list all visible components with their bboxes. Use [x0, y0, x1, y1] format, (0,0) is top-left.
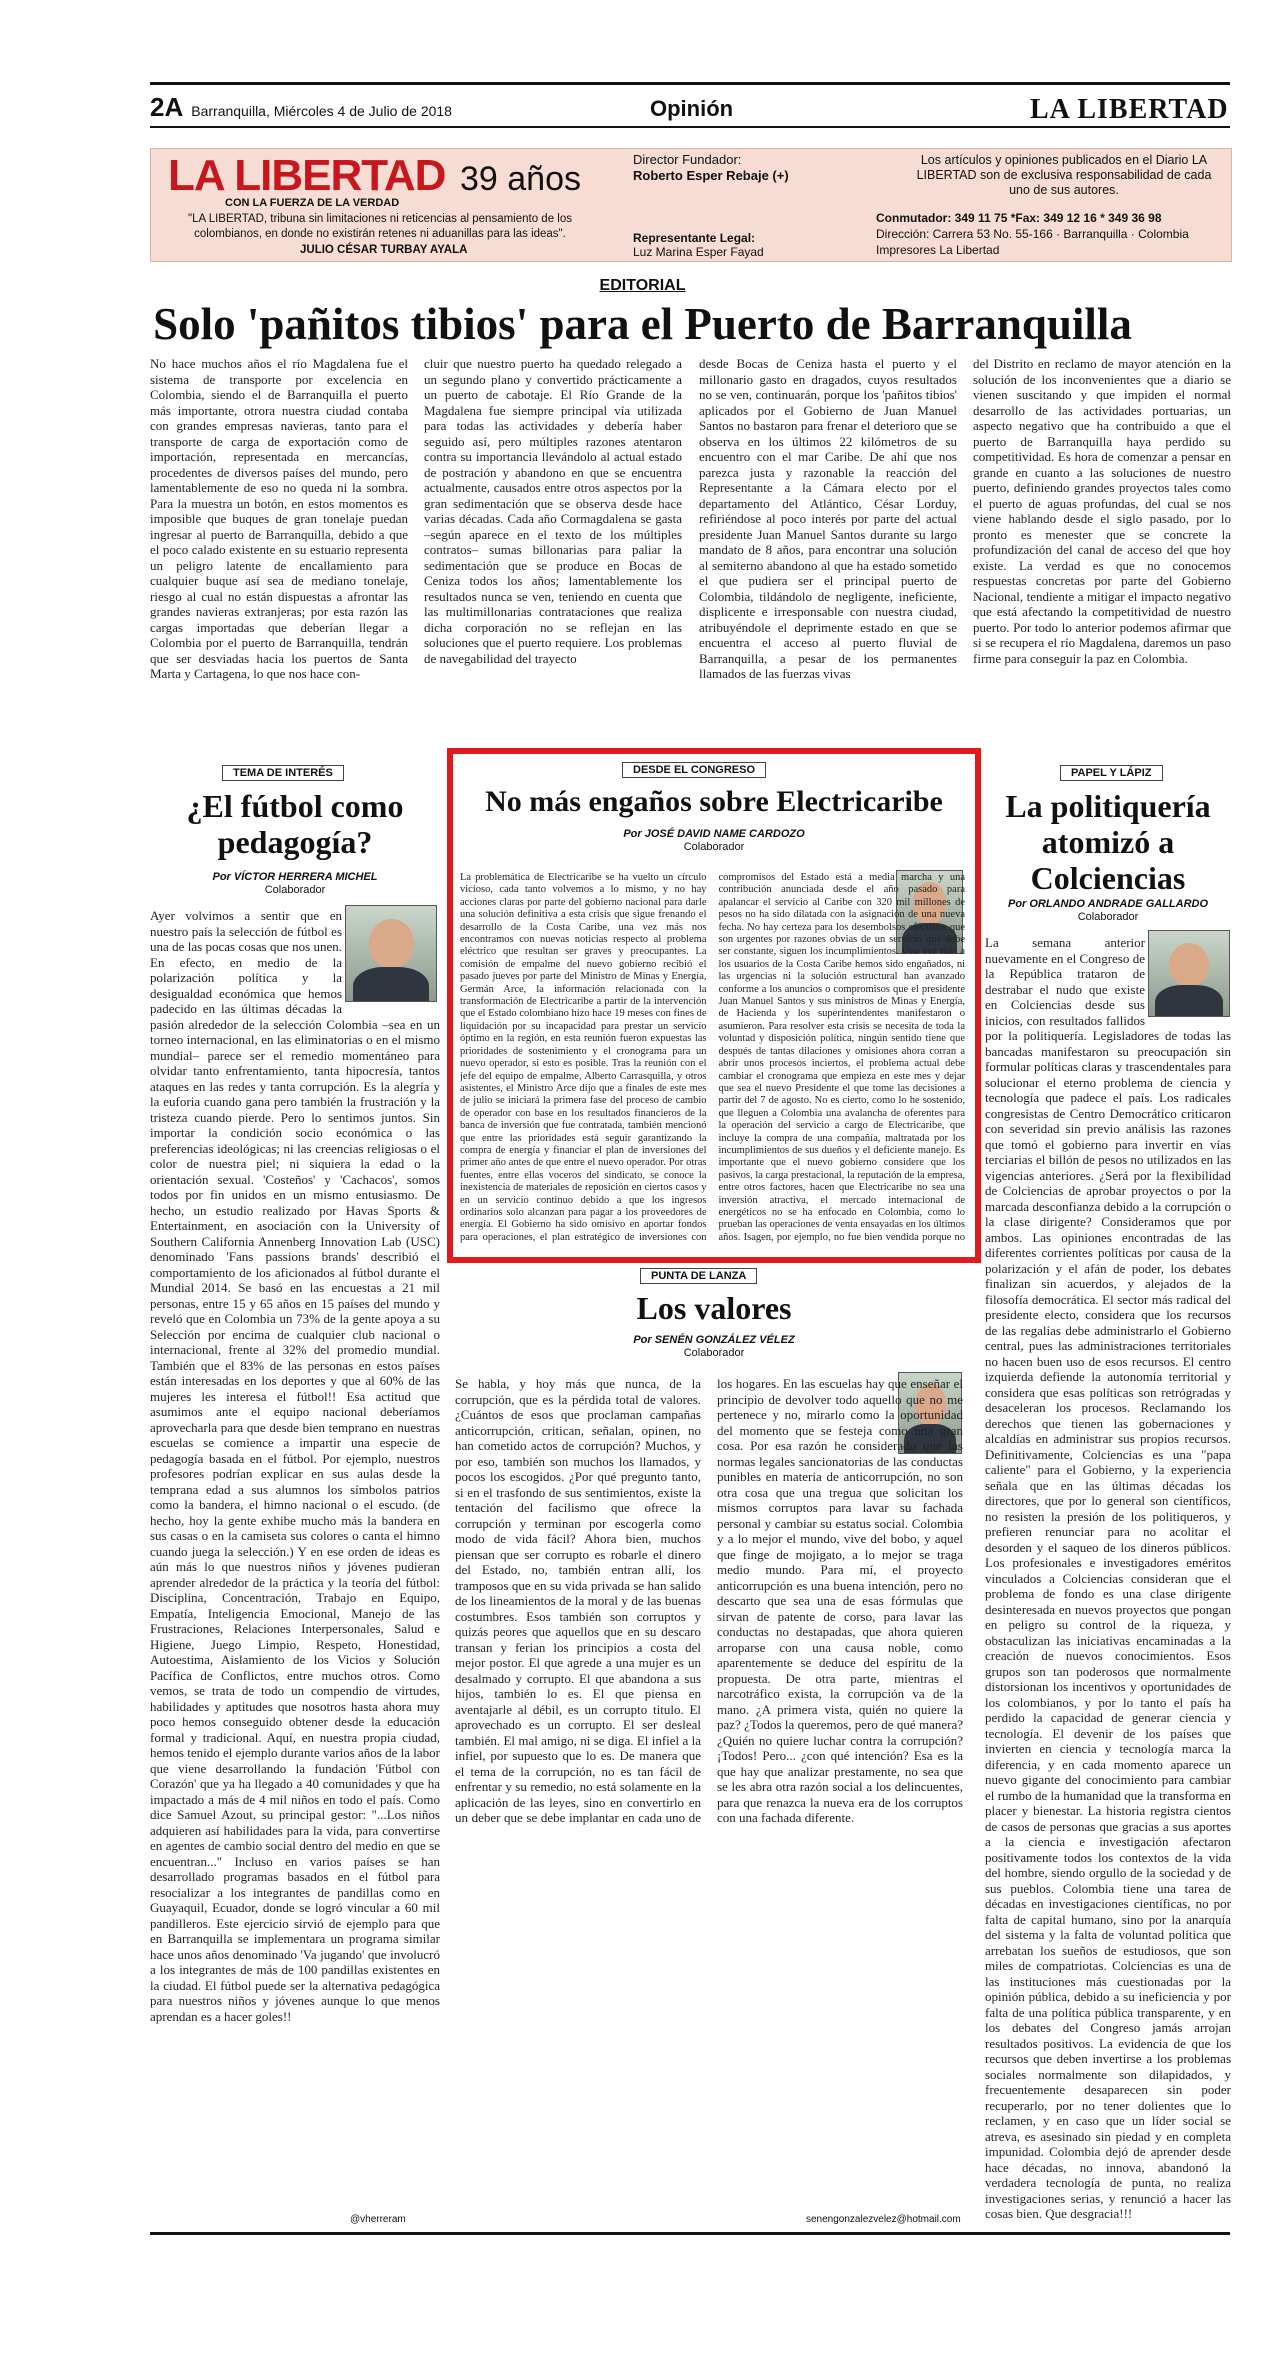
- left-title: ¿El fútbol como pedagogía?: [186, 788, 404, 860]
- disclaimer: Los artículos y opiniones publicados en el Diario LA LIBERTAD son de exclusiva responsabilidad de cada uno de sus autores.: [916, 153, 1212, 197]
- center-role: Colaborador: [683, 841, 745, 853]
- years-badge: 39 años: [460, 160, 581, 198]
- founder-name: Roberto Esper Rebaje (+): [633, 168, 789, 183]
- left-footer: @vherreram: [350, 2214, 406, 2225]
- editorial-label: EDITORIAL: [599, 277, 686, 294]
- editorial-col-4: del Distrito en reclamo de mayor atención en la solución de los inconvenientes que a diario se vienen suscitando y que impiden el normal desarrollo de las actividades portuarias, un aspecto negativo que ha contribuido a que el puerto de Barranquilla haya perdido su competitividad. Es hora de comenzar a pensar en grande en cuanto a las soluciones de nuestro puerto, definiendo grandes proyectos tales como el puerto de aguas profundas, del cual se nos viene hablando desde el siglo pasado, por lo pronto es menester que se concrete la profundización del canal de acceso del que hoy existe. La verdad es que no conocemos respuestas concretas por parte del Gobierno Nacional, tendiente a mitigar el impacto negativo que está afectando la competitividad de nuestro puerto. Por todo lo anterior podemos afirmar que si se recupera el río Magdalena, daremos un paso firme para conseguir la paz en Colombia.: [973, 356, 1231, 666]
- center-title: No más engaños sobre Electricaribe: [485, 785, 943, 818]
- center-section-label: DESDE EL CONGRESO: [622, 762, 766, 778]
- masthead-quote: "LA LIBERTAD, tribuna sin limitaciones ni reticencias al pensamiento de los colombianos, en donde no existirán retenes ni aduanillas para las ideas".: [188, 213, 572, 240]
- founder-label: Director Fundador:: [633, 152, 742, 167]
- center-body: La problemática de Electricaribe se ha vuelto un círculo vicioso, cada tanto volvemos a lo mismo, y no hay acciones claras por parte del gobierno nacional para darle una solución definitiva a esta crisis que sigue frenando el desarrollo de la Costa Caribe, una vez más nos encontramos con nuevas noticias respecto al problema eléctrico que resultan ser graves y preocupantes. La comisión de empalme del nuevo gobierno recibió el pasado jueves por parte del Ministro de Minas y Energía, Germán Arce, la información relacionada con la transformación de Electricaribe a partir de la intervención que el Estado colombiano hizo hace 19 meses con fines de liquidación por su incapacidad para prestar un servicio óptimo en la región, en esta reunión fueron expuestas las prioridades de sostenimiento y el cronograma para un nuevo operador, si esto es posible. Tras la reunión con el jefe del equipo de empalme, Alberto Carrasquilla, y otros asistentes, el Ministro Arce dijo que a finales de este mes de julio se iniciará la primera fase del proceso de cambio de operador con base en los resultados financieros de la banca de inversión que fue contratada, también mencionó que entre las prioridades está seguir garantizando la compra de energía y financiar el plan de inversiones del primer año antes de que entre el nuevo operador. Por otras fuentes, entre ellas voceros del sindicato, se conoce la inexistencia de materiales de reposición en ciertos casos y en un servicio continuo debido a que los ingresos ordinarios solo alcanzan para pagar a los proveedores de energía. El Gobierno ha sido omisivo en aportar fondos para operaciones, el plan estratégico de inversiones con compromisos del Estado está a media marcha y una contribución anunciada desde el año pasado para apalancar el servicio al Caribe con 320 mil millones de pesos no ha sido dilatada con la asignación de una nueva fecha. No hay certeza para los desembolsos efectivos que son urgentes por razones obvias de un servicio que debe ser constante, siguen los incumplimientos. Una vez más a los usuarios de la Costa Caribe hemos sido engañados, ni las urgencias ni la solución estructural han avanzado conforme a los anuncios o compromisos que el presidente Juan Manuel Santos y sus ministros de Minas y Energía, de Hacienda y los superintendentes manifestaron o asumieron. Para resolver esta crisis se necesita de toda la voluntad y disposición política, ningún sentido tiene que después de tantas dilaciones y omisiones ahora corran a abrir unos procesos inciertos, el problema actual debe cambiar el cronograma que empieza en este mes y dejar que sea el nuevo Presidente el que tome las decisiones a partir del 7 de agosto. No es cierto, como lo he sostenido, que lleguen a Colombia una avalancha de oferentes para la operación del servicio a cargo de Electricaribe, que incluye la compra de una compañía, maltratada por los incumplimientos de sus dueños y el deficiente manejo. Es importante que el nuevo gobierno considere que los pasivos, la carga prestacional, la reputación de la empresa, entre otros factores, hacen que Electricaribe no sea una inversión atractiva, el mercado internacional de energéticos no se ha enfocado en Colombia, como lo prueban las operaciones de venta ensayadas en los últimos años. Isagen, por ejemplo, no fue bien vendida porque no: [460, 872, 965, 1243]
- bottom-body: Se habla, y hoy más que nunca, de la corrupción, que es la pérdida total de valores. ¿Cuántos de esos que proclaman campañas anticorrupción, critican, señalan, opinen, no han cometido actos de corrupción? Muchos, y por eso, también son muchos los llamados, y pocos los escogidos. ¿Por qué pregunto tanto, si en el trasfondo de sus sentimientos, existe la tentación del facilismo que ofrece la corrupción y terminan por escogerla como modo de vida fácil? Ahora bien, muchos piensan que ser corrupto es robarle el dinero del Estado, no, también entran allí, los tramposos que en su vida privada se han salido de los lineamientos de la moral y de las buenas costumbres. Esos también son corruptos y quizás peores que aquellos que en su descaro transan y ferian los principios a costa del mejor postor. El que agrede a una mujer es un desalmado y corrupto. El que abandona a sus hijos, también lo es. El que piensa en aventajarle al débil, es un corrupto titulo. El aprovechado es un corrupto. El ser desleal también. El mal amigo, ni se diga. El infiel a la infiel, por supuesto que lo es. De manera que el tema de la corrupción, no es tan fácil de enfrentar y su remedio, no está solamente en la aplicación de las leyes, sino en convertirlo en un deber que se debe implantar en cada uno de los hogares. En las escuelas hay que enseñar el principio de devolver todo aquello que no me pertenece y no, mirarlo como la oportunidad del momento que se festeja como una gran cosa. Por esa razón he considerado que las normas legales sancionatorias de las conductas punibles en materia de anticorrupción, no son otra cosa que una tregua que solicitan los mismos corruptos para lavar su fachada personal y cambiar su estatus social. Colombia y a lo mejor el mundo, vive del bobo, y aquel que finge de mojigato, a lo mejor se traga medio mundo. Para mí, el proyecto anticorrupción es una buena intención, pero no descarto que sea una de esas fórmulas que sirvan de patente de corso, para lavar las conductas no destapadas, que ahora quieren arroparse con una causa noble, como aparentemente se deduce del espíritu de la propuesta. De otra parte, mientras el narcotráfico exista, la corrupción va de la mano. ¿A primera vista, quién no quiere la paz? ¿Todos la queremos, pero de qué manera? ¿Quién no quiere luchar contra la corrupción? ¡Todos! Pero... ¿con qué intención? Esa es la que hay que analizar prestamente, no sea que se les abra otra razón social a los delincuentes, para que renazca la nueva era de los corruptos con una fachada diferente.: [455, 1376, 963, 1825]
- editorial-col-3: desde Bocas de Ceniza hasta el puerto y el millonario gasto en dragados, cuyos resultados no se ven, continuarán, porque los 'pañitos tibios' aplicados por el Gobierno de Juan Manuel Santos no bastaron para frenar el deterioro que se observa en los últimos 22 kilómetros de su encuentro con el mar Caribe. De ahí que nos parezca justa y razonable la reacción del Representante a la Cámara electo por el departamento del Atlántico, César Lorduy, refiriéndose al poco interés por parte del actual presidente Juan Manuel Santos durante su largo mandato de 8 años, para encontrar una solución al semiterno abandono al que ha estado sometido el que pudiera ser el principal puerto de Colombia, tildándolo de negligente, ineficiente, displicente e irresponsable con nuestra ciudad, atribuyéndole el deprimente estado en que se encuentra el acceso al puerto fluvial de Barranquilla, a pesar de los permanentes llamados de las fuerzas vivas: [699, 356, 957, 681]
- right-title: La politiquería atomizó a Colciencias: [1005, 788, 1211, 896]
- left-body: Ayer volvimos a sentir que en nuestro país la selección de fútbol es una de las pocas cosas que nos unen. En efecto, en medio de la polarización política y la desigualdad económica que hemos padecido en las últimas décadas la pasión alrededor de la selección Colombia –sea en un torneo internacional, en las eliminatorias o en el mismo mundial– parece ser el remedio momentáneo para olvidar tanto enfrentamiento, tanta hipocresía, tantos ataques en las redes y tanta corrupción. Es la alegría y la euforia cuando gana pero también la frustración y la tristeza cuando pierde. Pero lo sentimos juntos. Sin importar la condición socio económica o las preferencias ideológicas; ni las creencias religiosas o el color de nuestra piel; ni siquiera la edad o la orientación sexual. 'Costeños' y 'Cachacos', somos todos por fin unidos en un mismo entusiasmo. De hecho, un estudio realizado por Havas Sports & Entertainment, en asociación con la University of Southern California Annenberg Innovation Lab (USC) denominado 'Fans passions brands' describió el comportamiento de los aficionados al fútbol durante el Mundial 2014. Se basó en las encuestas a 21 mil personas, entre 15 y 65 años en 15 países del mundo y reveló que en Colombia un 73% de la gente apoya a su Selección por encima de cualquier club nacional o internacional, frente al 32% del promedio mundial. También que el 83% de las personas en estos países están interesadas en los deportes y que al 60% de las mujeres les interesa el fútbol!! Esa actitud que asumimos ante el equipo nacional deberíamos aprovecharla para que desde bien temprano en nuestras escuelas se comience a impartir una especie de pedagogía basada en el fútbol. Por ejemplo, nuestros profesores podrían explicar en sus aulas desde la temprana edad a sus alumnos los símbolos patrios como la bandera, el himno nacional o el escudo. (de hecho, hoy la gente exhibe mucho más la bandera en sus casas o en la camiseta sus colores o canta el himno cuando juega la selección.) Y en ese orden de ideas es aún más lo que nuestros niños y jóvenes pudieran aprender alrededor de la práctica y la teoría del fútbol: Disciplina, Concentración, Trabajo en Equipo, Empatía, Inteligencia Emocional, Manejo de las Frustraciones, Relaciones Interpersonales, Salud e Higiene, Juego Limpio, Respeto, Honestidad, Autoestima, Aislamiento de los Vicios y Solución Pacífica de Conflictos, entre muchos otros. Como vemos, se trata de todo un compendio de virtudes, habilidades y aptitudes que nosotros hasta ahora muy poco hemos conseguido obtener desde la educación formal y tradicional. Aquí, en nuestra propia ciudad, hemos tenido el ejemplo durante varios años de la labor que viene desarrollando la fundación 'Fútbol con Corazón' que ya ha llegado a 40 comunidades y que ha impactado a más de 4 mil niños en todo el país. Como dice Samuel Azout, su principal gestor: "...Los niños adquieren así habilidades para la vida, para convertirse en agentes de cambio social dentro del medio en que se encuentran..." Incluso en varios países se han desarrollado programas basados en el fútbol para resocializar a los integrantes de pandillas como en Guayaquil, Ecuador, donde se logró vincular a 60 mil pandilleros. Este ejercicio sirvió de ejemplo para que en Barranquilla se implementara un programa similar hace unos años denominado 'Va jugando' que involucró a los integrantes de más de 100 pandillas existentes en la ciudad. El fútbol puede ser la alternativa pedagógica para nuestros niños y jóvenes aunque lo que menos aprendan es a hacer goles!!: [150, 908, 440, 2024]
- bottom-footer: senengonzalezvelez@hotmail.com: [806, 2214, 961, 2225]
- bottom-byline: Por SENÉN GONZÁLEZ VÉLEZ Colaborador: [633, 1334, 795, 1359]
- section-title: Opinión: [650, 96, 734, 121]
- phones: Conmutador: 349 11 75 *Fax: 349 12 16 * 349 36 98: [876, 211, 1162, 225]
- editorial-col-1: No hace muchos años el río Magdalena fue el sistema de transporte por excelencia en Colombia, siendo el de Barranquilla el puerto más importante, otrora nuestra ciudad contaba con grandes empresas navieras, tanto para el transporte de carga de exportación como de importación, representada en mercancías, procedentes de diversos países del mundo, pero lamentablemente de eso no queda ni la sombra. Para la muestra un botón, en estos momentos es imposible que buques de gran tonelaje puedan ingresar al puerto de Barranquilla, debido a que el poco calado existente en su estuario representa un peligro latente de encallamiento para cualquier buque así sea de mediano tonelaje, riesgo al cual no están dispuestas a afrontar las grandes navieras extranjeras; por esta razón las cargas importadas que deberían llegar a Colombia por el puerto de Barranquilla, tendrán que ser desviadas hacia los puertos de Santa Marta y Cartagena, lo que nos hace con-: [150, 356, 408, 681]
- bottom-title: Los valores: [636, 1290, 792, 1326]
- center-byline: Por JOSÉ DAVID NAME CARDOZO Colaborador: [623, 828, 805, 853]
- left-role: Colaborador: [264, 884, 326, 896]
- address: Dirección: Carrera 53 No. 55-166 · Barranquilla · Colombia: [876, 227, 1189, 241]
- right-body: La semana anterior nuevamente en el Congreso de la República trataron de destrabar el nudo que existe en Colciencias desde sus inicios, con resultados fallidos por la politiquería. Legisladores de todas las bancadas manifestaron su preocupación sin formular políticas claras y trascendentales para solucionar el eterno problema de ciencia y tecnología que padece el país. Los radicales congresistas de Centro Democrático criticaron con severidad sin previo análisis las razones que tomó el gobierno para invertir en vías terciarias el billón de pesos no utilizados en las vigencias anteriores. ¿Será por la flexibilidad de Colciencias de aprobar proyectos o por la marcada desconfianza debido a la corrupción o la clase dirigente? Consideramos que por ambos. Las opiniones encontradas de las diferentes corrientes políticas por causa de la polarización y el afán de poder, los debates finalizan sin acuerdos, y alejados de la filosofía democrática. El sector más radical del presidente electo, considera que los recursos de las regalías debe administrarlo el Gobierno central, pues las administraciones territoriales no hacen buen uso de esos recursos. El centro izquierda defiende la autonomía territorial y considera que esas políticas son retrógradas y desaceleran los procesos. Reclamando los derechos que tienen las gobernaciones y alcaldías en administrar sus propios recursos. Definitivamente, Colciencias es una "papa caliente" para el Gobierno, y la experiencia señala que en las últimas décadas los directores, que por lo general son científicos, no resisten la presión de los politiqueros, y prefieren renunciar para no acolitar el desorden y el saqueo de los dineros públicos. Los profesionales e investigadores eméritos vinculados a Colciencias consideran que el problema de fondo es una clase dirigente desinteresada en nuevos proyectos que pongan en peligro su control de la riqueza, y obstaculizan las iniciativas encaminadas a la creación de nuevos conocimientos. Esos grupos son tan poderosos que normalmente distorsionan los incentivos y oportunidades de los colombianos, y por lo tanto el país ha perdido la capacidad de generar ciencia y tecnología. El devenir de los países que invierten en ciencia y tecnología marca la diferencia, y en cada momento aparece un nuevo gigante del conocimiento para cambiar el rumbo de la humanidad que la transforma en placer y bienestar. La historia registra cientos de casos de personas que gracias a sus aportes a la ciencia e investigación afectaron positivamente todos los contextos de la vida del hombre, siendo orgullo de la sociedad y de sus pueblos. Colombia tiene una tarea de décadas en investigaciones científicas, no por falta de capital humano, sino por la anarquía del sistema y la falta de voluntad política que arrebatan los sueños de estudiosos, que son miles de compatriotas. Colciencias es una de las instituciones más cuestionadas por la opinión pública, debido a su ineficiencia y por falta de una política pública transparente, y en los debates del Congreso jamás arrojan resultados positivos. La evidencia de que los recursos que deben invertirse a los problemas sociales normalmente son dilapidados, y frecuentemente desaparecen sin poder recuperarlo, por no tener dolientes que lo reclamen, y en caso que un líder social se atreva, es asesinado sin piedad y en completa impunidad. Colombia dejó de aprender desde hace décadas, no innova, abandonó la verdadera tecnología de punta, no realiza investigaciones serias, y renunció a hacer las cosas bien. Que desgracia!!!: [985, 935, 1231, 2221]
- brand-logo: LA LIBERTAD: [168, 151, 446, 200]
- bottom-role: Colaborador: [683, 1347, 745, 1359]
- bottom-section-label: PUNTA DE LANZA: [640, 1268, 757, 1284]
- editorial-title: Solo 'pañitos tibios' para el Puerto de Barranquilla: [153, 299, 1132, 349]
- quote-author: JULIO CÉSAR TURBAY AYALA: [300, 244, 468, 256]
- right-byline: Por ORLANDO ANDRADE GALLARDO Colaborador: [1007, 898, 1209, 923]
- left-byline: Por VÍCTOR HERRERA MICHEL Colaborador: [212, 871, 378, 896]
- date-line: Barranquilla, Miércoles 4 de Julio de 2018: [191, 103, 452, 119]
- right-role: Colaborador: [1077, 911, 1139, 923]
- section-code: 2A Barranquilla, Miércoles 4 de Julio de 2018: [150, 92, 452, 122]
- left-section-label: TEMA DE INTERÉS: [222, 765, 344, 781]
- printer: Impresores La Libertad: [876, 243, 1000, 257]
- right-section-label: PAPEL Y LÁPIZ: [1060, 765, 1163, 781]
- editorial-col-2: cluir que nuestro puerto ha quedado relegado a un segundo plano y convertido prácticamente a un puerto de cabotaje. El Río Grande de la Magdalena fue siempre principal vía utilizada para todas las actividades y debería haber seguido así, pero múltiples razones atentaron contra su importancia llevándolo al actual estado de postración y abandono en que se encuentra actualmente, causados entre otros aspectos por la gran sedimentación que se observa desde hace varias décadas. Cada año Cormagdalena se gasta –según aparece en el texto de los múltiples contratos– sumas billonarias para paliar la sedimentación que se produce en Bocas de Ceniza todos los años; lamentablemente los resultados nunca se ven, teniendo en cuenta que las multimillonarias contrataciones que realiza dicha corporación no se reflejan en las soluciones que el puerto requiere. Los problemas de navegabilidad del trayecto: [424, 356, 682, 666]
- legal-label: Representante Legal:: [633, 231, 756, 245]
- tagline: CON LA FUERZA DE LA VERDAD: [225, 197, 400, 209]
- legal-name: Luz Marina Esper Fayad: [633, 245, 764, 259]
- paper-name: LA LIBERTAD: [1030, 94, 1229, 125]
